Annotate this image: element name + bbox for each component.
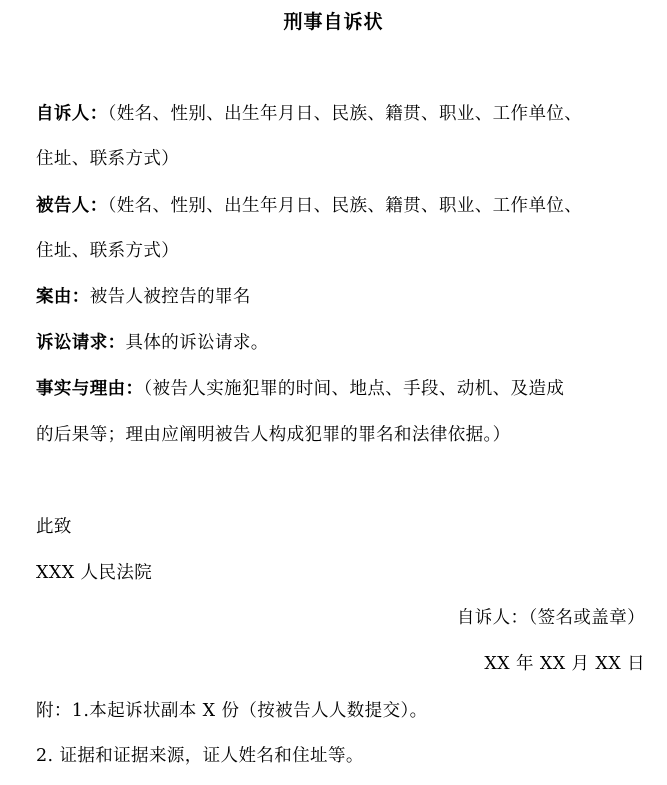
defendant-label: 被告人： xyxy=(36,196,108,216)
cause-text: 被告人被控告的罪名 xyxy=(89,287,251,307)
attachment-line-1: 附：1.本起诉状副本 X 份（按被告人人数提交）。 xyxy=(36,701,428,721)
facts-text-1: （被告人实施犯罪的时间、地点、手段、动机、及造成 xyxy=(143,379,565,399)
facts-line-2: 的后果等；理由应阐明被告人构成犯罪的罪名和法律依据。） xyxy=(36,425,511,445)
cause-line xyxy=(36,284,656,310)
plaintiff-line-2: 住址、联系方式） xyxy=(36,149,180,169)
cause-label: 案由： xyxy=(36,287,90,307)
defendant-line-2: 住址、联系方式） xyxy=(36,241,180,261)
facts-label: 事实与理由： xyxy=(36,379,144,399)
plaintiff-text-1: （姓名、性别、出生年月日、民族、籍贯、职业、工作单位、 xyxy=(107,104,583,124)
document-title: 刑事自诉状 xyxy=(283,11,384,33)
court-name: XXX 人民法院 xyxy=(36,563,153,583)
attachment-line-2: 2. 证据和证据来源，证人姓名和住址等。 xyxy=(36,746,364,766)
defendant-line-1 xyxy=(36,193,656,219)
plaintiff-line-1 xyxy=(36,101,656,127)
defendant-text-1: （姓名、性别、出生年月日、民族、籍贯、职业、工作单位、 xyxy=(107,196,583,216)
date-line: XX 年 XX 月 XX 日 xyxy=(484,654,645,674)
salutation: 此致 xyxy=(36,517,72,537)
signature-line: 自诉人：（签名或盖章） xyxy=(456,608,645,628)
claims-text: 具体的诉讼请求。 xyxy=(125,333,269,353)
claims-label: 诉讼请求： xyxy=(36,333,126,353)
claims-line xyxy=(36,330,656,356)
facts-line-1 xyxy=(36,376,656,402)
plaintiff-label: 自诉人： xyxy=(36,104,108,124)
